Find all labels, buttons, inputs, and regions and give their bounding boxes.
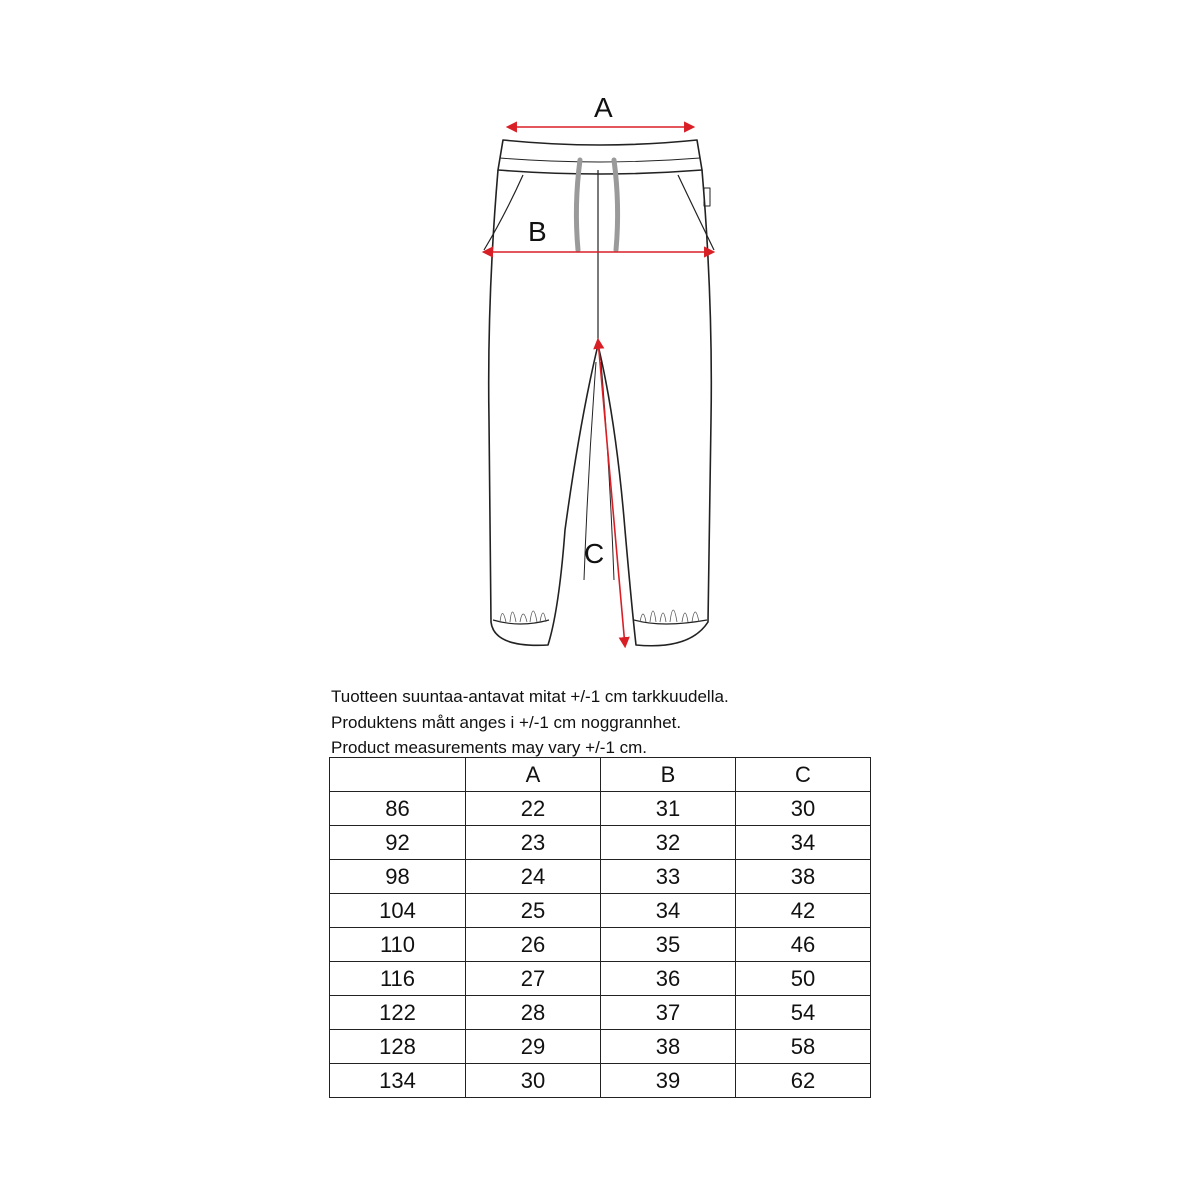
size-cell: 110 bbox=[330, 928, 466, 962]
a-cell: 24 bbox=[466, 860, 601, 894]
header-c: C bbox=[736, 758, 871, 792]
header-b: B bbox=[601, 758, 736, 792]
a-cell: 30 bbox=[466, 1064, 601, 1098]
table-row bbox=[330, 1030, 871, 1064]
c-cell: 34 bbox=[736, 826, 871, 860]
b-cell: 37 bbox=[601, 996, 736, 1030]
b-cell: 36 bbox=[601, 962, 736, 996]
note-english: Product measurements may vary +/-1 cm. bbox=[331, 738, 648, 757]
b-cell: 38 bbox=[601, 1030, 736, 1064]
table-row bbox=[330, 894, 871, 928]
dimension-c-label: C bbox=[584, 538, 605, 569]
size-cell: 122 bbox=[330, 996, 466, 1030]
size-cell: 98 bbox=[330, 860, 466, 894]
table-header-row bbox=[330, 758, 871, 792]
size-cell: 134 bbox=[330, 1064, 466, 1098]
a-cell: 26 bbox=[466, 928, 601, 962]
table-row bbox=[330, 928, 871, 962]
table-row bbox=[330, 962, 871, 996]
c-cell: 30 bbox=[736, 792, 871, 826]
b-cell: 32 bbox=[601, 826, 736, 860]
a-cell: 29 bbox=[466, 1030, 601, 1064]
size-cell: 128 bbox=[330, 1030, 466, 1064]
c-cell: 54 bbox=[736, 996, 871, 1030]
table-row bbox=[330, 792, 871, 826]
c-cell: 62 bbox=[736, 1064, 871, 1098]
pants-diagram bbox=[460, 80, 750, 670]
b-cell: 35 bbox=[601, 928, 736, 962]
a-cell: 23 bbox=[466, 826, 601, 860]
table-row bbox=[330, 1064, 871, 1098]
b-cell: 39 bbox=[601, 1064, 736, 1098]
size-cell: 92 bbox=[330, 826, 466, 860]
b-cell: 34 bbox=[601, 894, 736, 928]
c-cell: 42 bbox=[736, 894, 871, 928]
a-cell: 25 bbox=[466, 894, 601, 928]
size-cell: 104 bbox=[330, 894, 466, 928]
c-cell: 50 bbox=[736, 962, 871, 996]
note-swedish: Produktens mått anges i +/-1 cm noggrannhet. bbox=[331, 712, 682, 732]
size-cell: 86 bbox=[330, 792, 466, 826]
table-row bbox=[330, 860, 871, 894]
header-size bbox=[330, 758, 466, 792]
a-cell: 22 bbox=[466, 792, 601, 826]
dimension-a-label: A bbox=[594, 92, 613, 123]
pants-outline bbox=[484, 140, 714, 646]
size-table bbox=[329, 757, 871, 1098]
c-cell: 58 bbox=[736, 1030, 871, 1064]
header-a: A bbox=[466, 758, 601, 792]
c-cell: 38 bbox=[736, 860, 871, 894]
b-cell: 33 bbox=[601, 860, 736, 894]
table-row bbox=[330, 996, 871, 1030]
a-cell: 27 bbox=[466, 962, 601, 996]
table-row bbox=[330, 826, 871, 860]
a-cell: 28 bbox=[466, 996, 601, 1030]
dimension-b-label: B bbox=[528, 216, 547, 247]
size-cell: 116 bbox=[330, 962, 466, 996]
measurement-notes bbox=[331, 684, 729, 761]
b-cell: 31 bbox=[601, 792, 736, 826]
c-cell: 46 bbox=[736, 928, 871, 962]
note-finnish: Tuotteen suuntaa-antavat mitat +/-1 cm tarkkuudella. bbox=[331, 687, 729, 706]
